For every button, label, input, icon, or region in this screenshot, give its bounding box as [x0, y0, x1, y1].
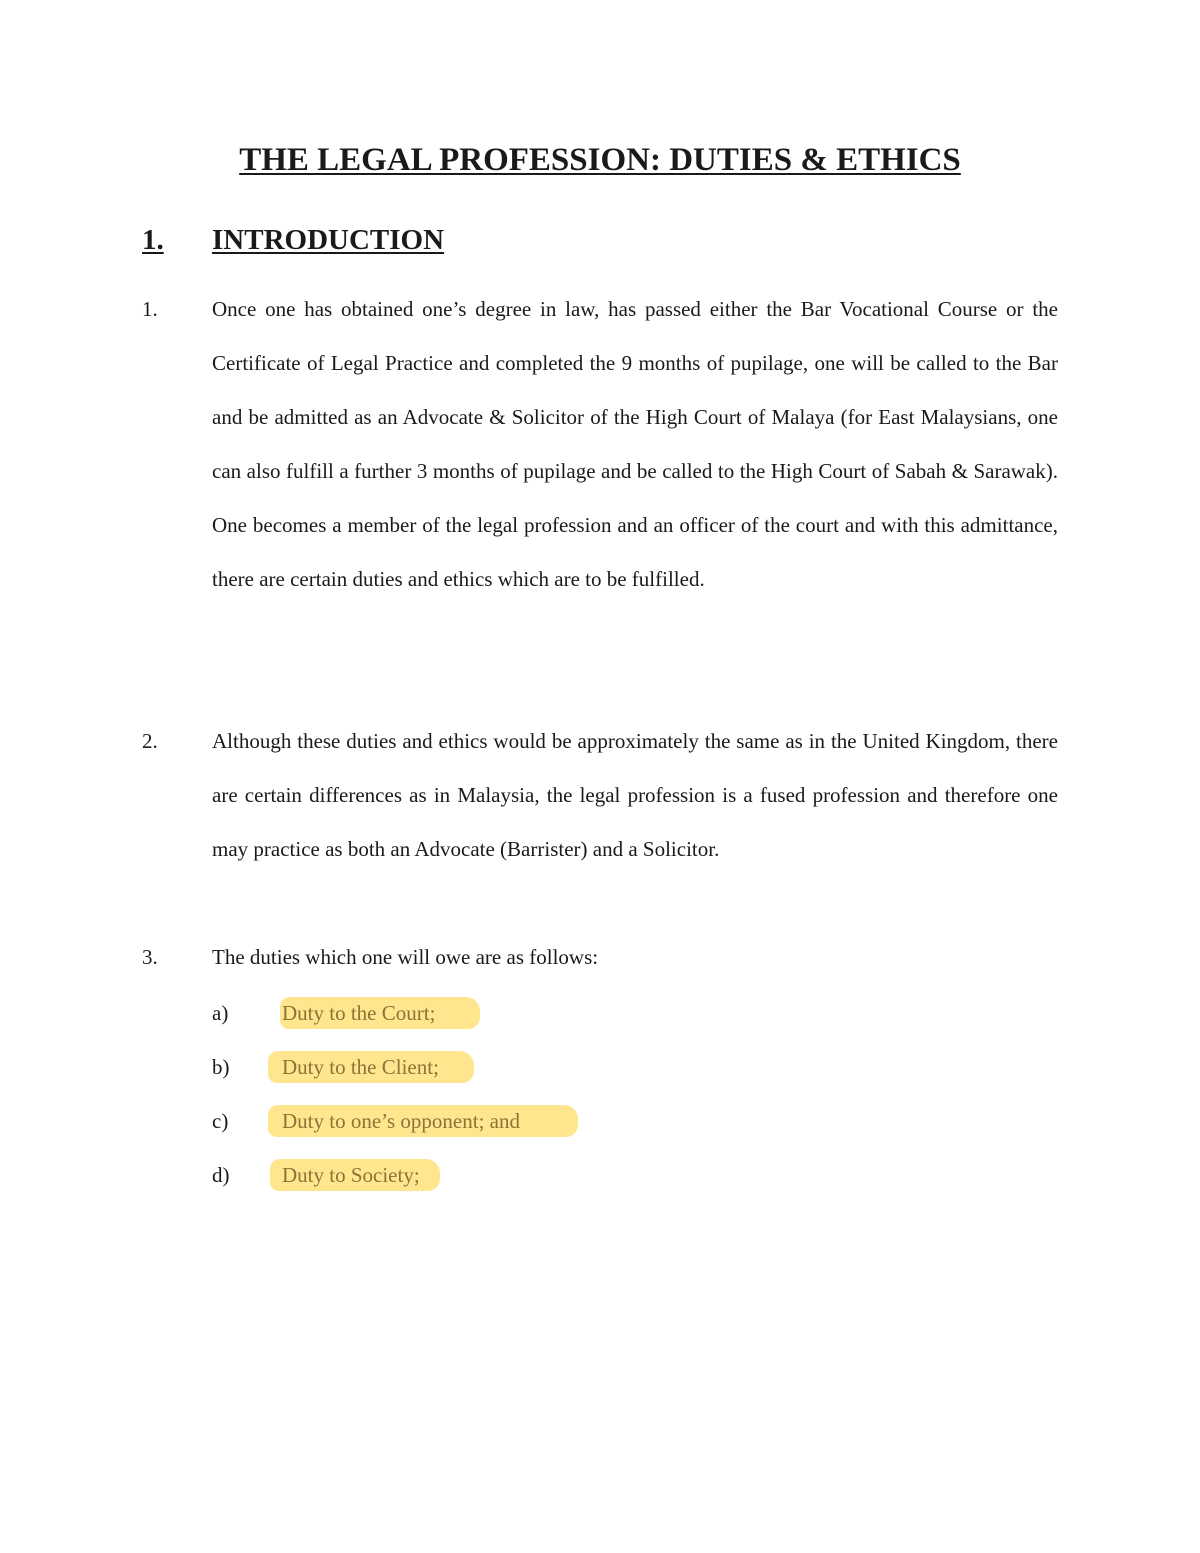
- document-title: THE LEGAL PROFESSION: DUTIES & ETHICS: [239, 142, 961, 178]
- paragraph-text: Once one has obtained one’s degree in law, has passed either the Bar Vocational Course or the Certificate of Legal Practice and completed the 9 months of pupilage, one will be called to the Bar and be admitted as an Advocate & Solicitor of the High Court of Malaya (for East Malaysians, one can also fulfill a further 3 months of pupilage and be called to the High Court of Sabah & Sarawak). One becomes a member of the legal profession and an officer of the court and with this admittance, there are certain duties and ethics which are to be fulfilled.: [212, 297, 1058, 591]
- list-item-letter: a): [212, 1001, 229, 1025]
- section-title: INTRODUCTION: [212, 224, 445, 256]
- list-item-letter: b): [212, 1055, 230, 1079]
- paragraph-text: Although these duties and ethics would be approximately the same as in the United Kingdom, there are certain differences as in Malaysia, the legal profession is a fused profession and therefore one may practice as both an Advocate (Barrister) and a Solicitor.: [212, 729, 1058, 861]
- section-heading: [142, 222, 444, 258]
- paragraph-number: 1.: [142, 297, 158, 321]
- paragraph-text: The duties which one will owe are as follows:: [212, 945, 599, 969]
- list-item-text: Duty to Society;: [282, 1163, 420, 1187]
- section-number: 1.: [142, 224, 164, 256]
- paragraph-number: 2.: [142, 729, 158, 753]
- paragraph-3: [142, 930, 1058, 984]
- list-item-letter: c): [212, 1109, 229, 1133]
- paragraph-2: [142, 714, 1058, 876]
- list-item-text: Duty to the Court;: [282, 1001, 436, 1025]
- list-item-letter: d): [212, 1163, 230, 1187]
- list-item-text: Duty to one’s opponent; and: [282, 1109, 520, 1133]
- paragraph-1: [142, 282, 1058, 606]
- list-item-text: Duty to the Client;: [282, 1055, 439, 1079]
- paragraph-number: 3.: [142, 945, 158, 969]
